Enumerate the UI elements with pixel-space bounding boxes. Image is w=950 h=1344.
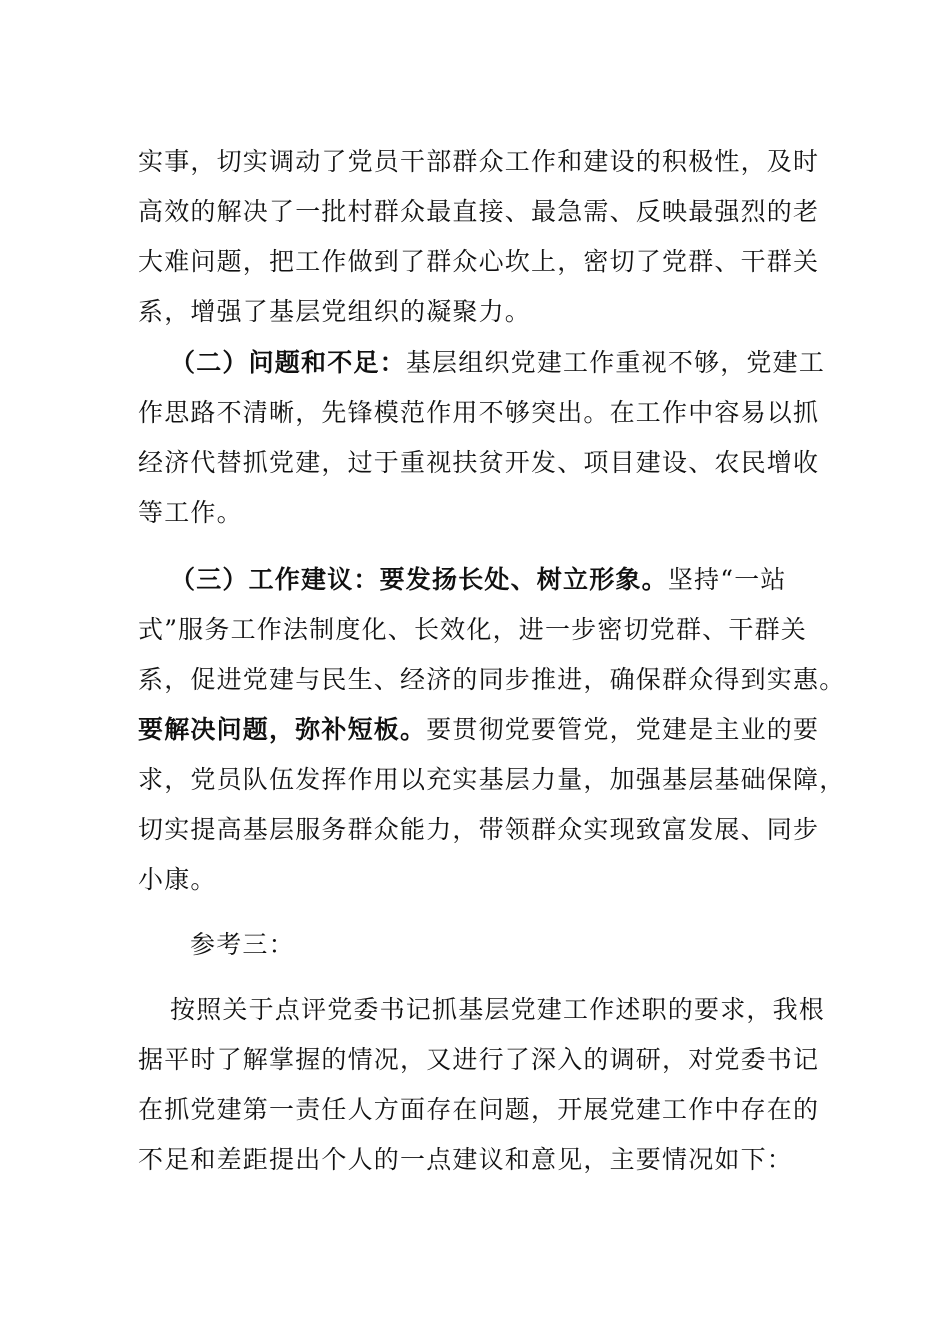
para4-line-1: 按照关于点评党委书记抓基层党建工作述职的要求，我根 [170,995,826,1024]
para3-line-1-text: 坚持“一站 [667,565,787,594]
para1-line-3: 大难问题，把工作做到了群众心坎上，密切了党群、干群关 [138,247,820,276]
para3-line-3: 系，促进党建与民生、经济的同步推进，确保群众得到实惠。 [138,665,846,694]
para4-line-3: 在抓党建第一责任人方面存在问题，开展党建工作中存在的 [138,1095,820,1124]
para1-line-1: 实事，切实调动了党员干部群众工作和建设的积极性，及时 [138,147,820,176]
para3-line-6: 切实提高基层服务群众能力，带领群众实现致富发展、同步 [138,815,820,844]
para2-line-4: 等工作。 [138,498,243,527]
para4-line-2: 据平时了解掌握的情况，又进行了深入的调研，对党委书记 [138,1045,820,1074]
para4-line-4: 不足和差距提出个人的一点建议和意见，主要情况如下： [138,1145,794,1174]
section-heading-suggestions: （三）工作建议： [170,565,380,594]
para3-line-5: 求，党员队伍发挥作用以充实基层力量，加强基层基础保障， [138,765,846,794]
para3-line-4 [138,710,838,750]
bold-phrase-solve-problems: 要解决问题，弥补短板。 [138,715,427,744]
para2-line-3: 经济代替抓党建，过于重视扶贫开发、项目建设、农民增收 [138,448,820,477]
para2-line-1-text: 基层组织党建工作重视不够，党建工 [405,348,826,377]
para3-line-2: 式”服务工作法制度化、长效化，进一步密切党群、干群关 [138,615,807,644]
reference-heading: 参考三： [190,930,295,959]
para1-line-4: 系，增强了基层党组织的凝聚力。 [138,297,532,326]
para3-line-7: 小康。 [138,865,217,894]
bold-phrase-strengths: 要发扬长处、树立形象。 [379,565,668,594]
para3-line-1 [170,560,870,600]
section-heading-problems: （二）问题和不足： [170,348,406,377]
para1-line-2: 高效的解决了一批村群众最直接、最急需、反映最强烈的老 [138,197,820,226]
para2-line-1 [170,343,870,383]
para3-line-4-text: 要贯彻党要管党，党建是主业的要 [426,715,820,744]
para2-line-2: 作思路不清晰，先锋模范作用不够突出。在工作中容易以抓 [138,398,820,427]
